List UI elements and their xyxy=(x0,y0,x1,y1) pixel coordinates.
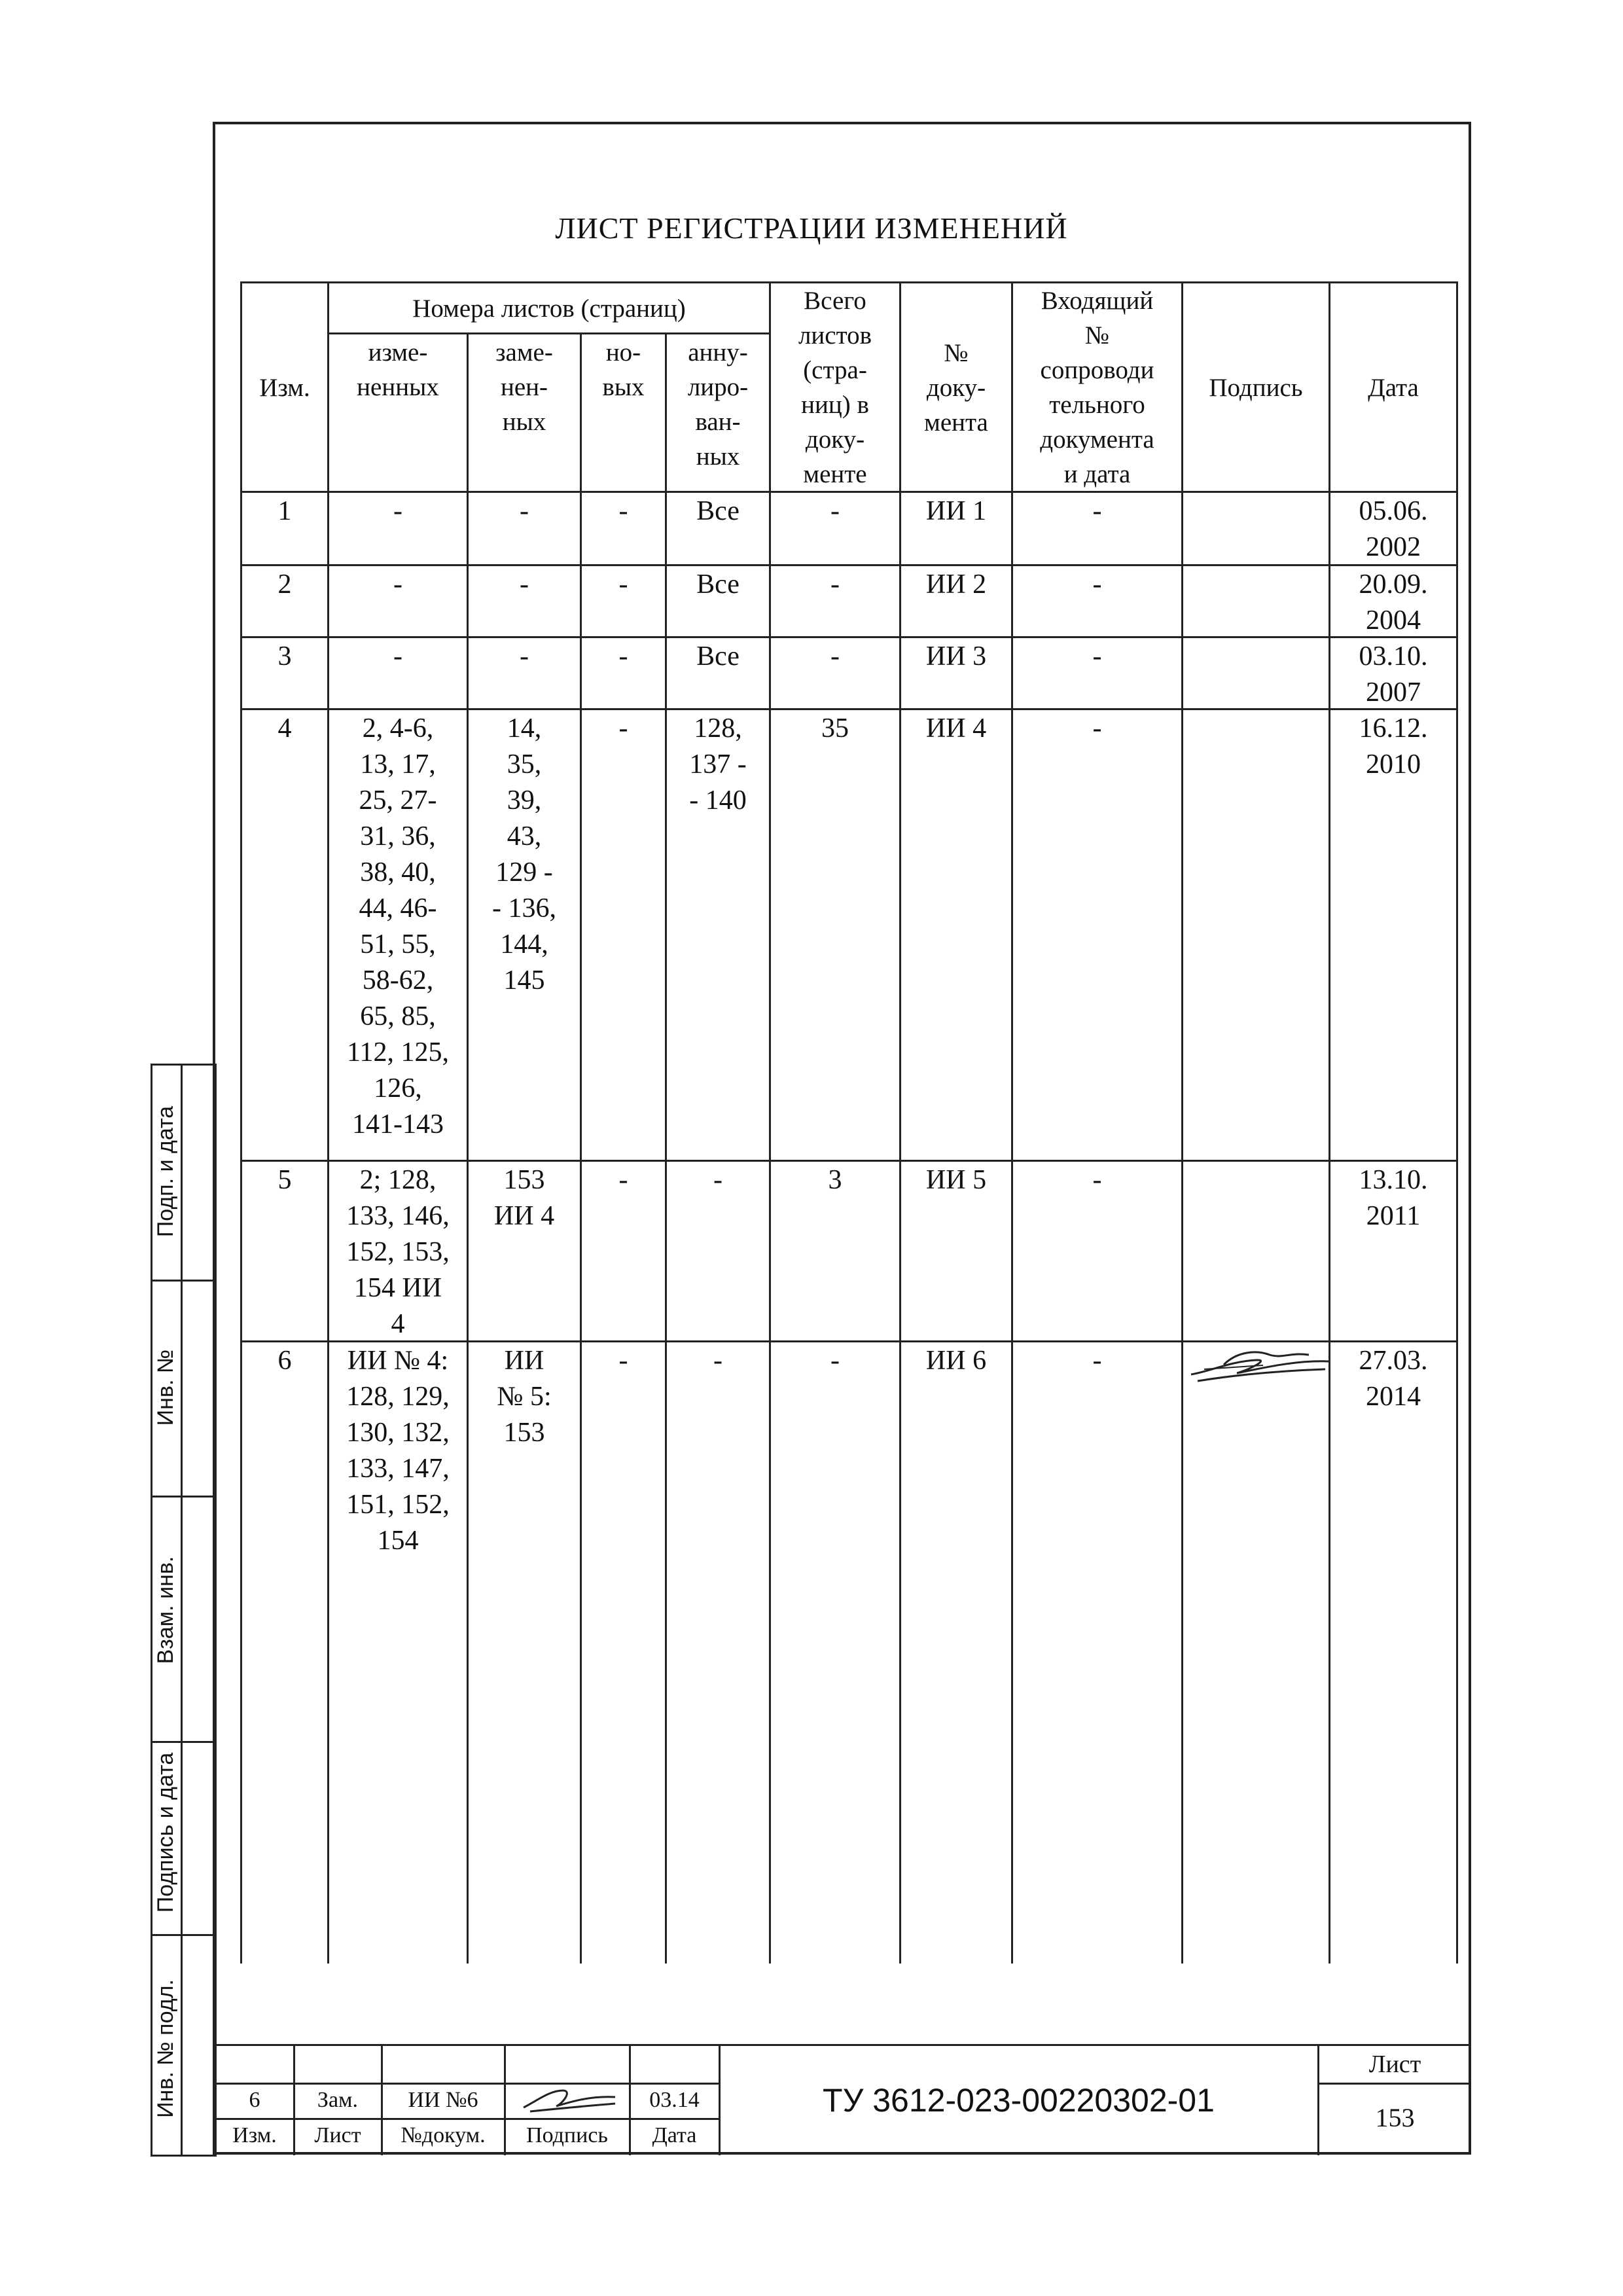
cell-total: - xyxy=(830,1346,840,1376)
tb-date-label: Дата xyxy=(652,2123,697,2147)
cell-annulled: Все xyxy=(696,641,740,672)
cell-date: 05.06. 2002 xyxy=(1359,496,1428,562)
cell-new: - xyxy=(618,713,628,744)
cell-new: - xyxy=(618,1165,628,1195)
header-annulled: анну- лиро- ван- ных xyxy=(687,338,749,471)
cell-izm: 2 xyxy=(277,569,292,600)
table-hline xyxy=(240,636,1458,638)
cell-incoming: - xyxy=(1092,713,1102,744)
cell-changed: ИИ № 4: 128, 129, 130, 132, 133, 147, 151, 152, 154 xyxy=(346,1346,450,1556)
cell-total: - xyxy=(830,641,840,672)
header-date: Дата xyxy=(1368,373,1419,402)
cell-new: - xyxy=(618,1346,628,1376)
header-replaced: заме- нен- ных xyxy=(495,338,553,436)
table-vline xyxy=(899,281,901,1964)
cell-changed: 2, 4-6, 13, 17, 25, 27- 31, 36, 38, 40, 44, 46- 51, 55, 58-62, 65, 85, 112, 125, 126, 141-143 xyxy=(347,713,449,1139)
table-vline xyxy=(1011,281,1013,1964)
side-label-vzam-inv: Взам. инв. xyxy=(153,1556,178,1664)
table-vline xyxy=(1181,281,1183,1964)
table-hline xyxy=(240,564,1458,566)
cell-izm: 3 xyxy=(277,641,292,672)
table-vline xyxy=(467,281,469,1964)
side-label-inv-podl: Инв. № подл. xyxy=(153,1979,178,2118)
cell-izm: 4 xyxy=(277,713,292,744)
tb-signature-image xyxy=(517,2081,622,2118)
table-vline xyxy=(1456,281,1458,1964)
cell-annulled: - xyxy=(713,1346,722,1376)
table-vline xyxy=(769,281,771,1964)
cell-doc-no: ИИ 2 xyxy=(925,569,987,600)
cell-replaced: - xyxy=(520,496,529,526)
cell-replaced: - xyxy=(520,569,529,600)
cell-doc-no: ИИ 3 xyxy=(925,641,987,672)
cell-doc-no: ИИ 6 xyxy=(925,1346,987,1376)
tb-izm-value: 6 xyxy=(249,2088,260,2112)
signature-image-row-6 xyxy=(1185,1335,1335,1394)
cell-new: - xyxy=(618,496,628,526)
cell-date: 13.10. 2011 xyxy=(1359,1165,1428,1231)
header-group-sheets: Номера листов (страниц) xyxy=(412,294,686,323)
cell-annulled: 128, 137 - - 140 xyxy=(689,713,747,816)
tb-sheet-label: Лист xyxy=(1368,2051,1421,2078)
cell-replaced: 14, 35, 39, 43, 129 - - 136, 144, 145 xyxy=(492,713,556,996)
cell-incoming: - xyxy=(1092,1165,1102,1195)
cell-annulled: - xyxy=(713,1165,722,1195)
cell-izm: 6 xyxy=(277,1346,292,1376)
tb-sign-label: Подпись xyxy=(526,2123,608,2147)
table-vline xyxy=(240,281,242,1964)
cell-izm: 5 xyxy=(277,1165,292,1195)
cell-changed: - xyxy=(393,641,402,672)
tb-list-value: Зам. xyxy=(317,2088,359,2112)
side-label-inv-no: Инв. № xyxy=(153,1349,178,1426)
header-doc-no: № доку- мента xyxy=(924,338,988,437)
cell-replaced: ИИ № 5: 153 xyxy=(497,1346,552,1448)
tb-izm-label: Изм. xyxy=(232,2123,277,2147)
side-label-podp-data: Подп. и дата xyxy=(153,1105,178,1238)
cell-date: 16.12. 2010 xyxy=(1359,713,1428,780)
header-new: но- вых xyxy=(602,338,645,401)
table-hline xyxy=(240,708,1458,710)
tb-sheet-number: 153 xyxy=(1375,2103,1415,2132)
cell-changed: - xyxy=(393,496,402,526)
side-label-podpis-data: Подпись и дата xyxy=(153,1752,178,1913)
cell-new: - xyxy=(618,641,628,672)
cell-replaced: - xyxy=(520,641,529,672)
cell-changed: 2; 128, 133, 146, 152, 153, 154 ИИ 4 xyxy=(346,1165,450,1339)
header-total: Всего листов (стра- ниц) в доку- менте xyxy=(798,287,872,488)
cell-annulled: Все xyxy=(696,569,740,600)
cell-total: 35 xyxy=(821,713,849,744)
table-vline xyxy=(665,281,667,1964)
cell-izm: 1 xyxy=(277,496,292,526)
cell-doc-no: ИИ 4 xyxy=(925,713,987,744)
tb-list-label: Лист xyxy=(314,2123,361,2147)
cell-total: 3 xyxy=(828,1165,842,1195)
table-vline xyxy=(580,281,582,1964)
cell-date: 03.10. 2007 xyxy=(1359,641,1428,708)
cell-doc-no: ИИ 5 xyxy=(925,1165,987,1195)
cell-doc-no: ИИ 1 xyxy=(925,496,987,526)
cell-replaced: 153 ИИ 4 xyxy=(493,1165,555,1231)
table-hline xyxy=(240,1160,1458,1162)
cell-incoming: - xyxy=(1092,641,1102,672)
header-incoming: Входящий № сопроводи тельного документа и дата xyxy=(1040,287,1154,488)
header-izm: Изм. xyxy=(259,373,310,402)
page-title: ЛИСТ РЕГИСТРАЦИИ ИЗМЕНЕНИЙ xyxy=(555,211,1068,245)
cell-new: - xyxy=(618,569,628,600)
document-code: ТУ 3612-023-00220302-01 xyxy=(823,2082,1215,2119)
cell-incoming: - xyxy=(1092,496,1102,526)
cell-date: 20.09. 2004 xyxy=(1359,569,1428,636)
cell-total: - xyxy=(830,569,840,600)
tb-date-value: 03.14 xyxy=(649,2088,700,2112)
cell-changed: - xyxy=(393,569,402,600)
cell-annulled: Все xyxy=(696,496,740,526)
cell-total: - xyxy=(830,496,840,526)
cell-date: 27.03. 2014 xyxy=(1359,1346,1428,1412)
tb-doc-label: №докум. xyxy=(401,2123,486,2147)
header-signature: Подпись xyxy=(1209,373,1303,402)
cell-incoming: - xyxy=(1092,569,1102,600)
header-changed: изме- ненных xyxy=(357,338,439,401)
cell-incoming: - xyxy=(1092,1346,1102,1376)
tb-doc-value: ИИ №6 xyxy=(408,2088,478,2112)
